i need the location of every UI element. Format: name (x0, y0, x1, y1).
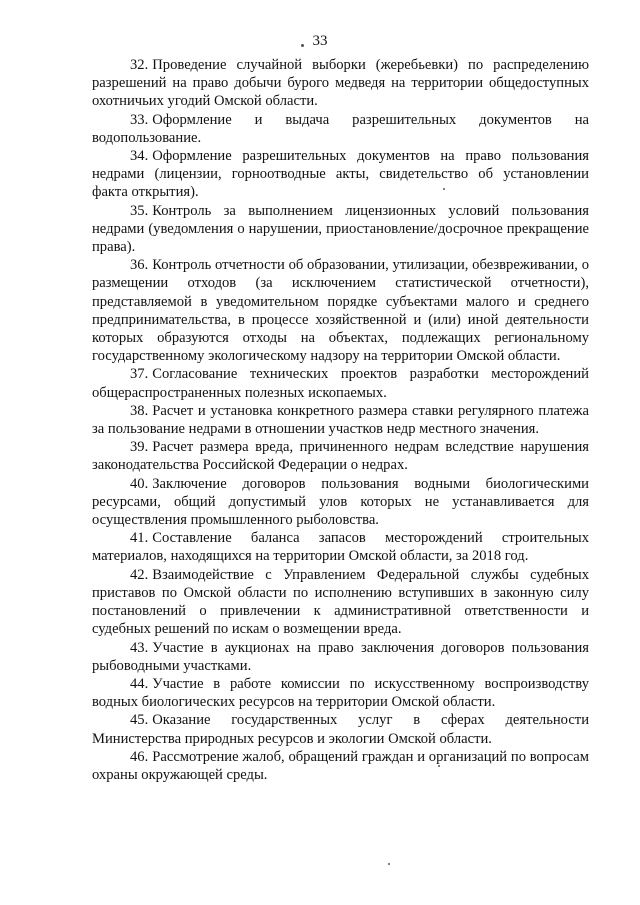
list-item (92, 748, 589, 784)
item-number: 39. (130, 439, 149, 456)
list-item (92, 256, 589, 365)
list-item (92, 365, 589, 401)
item-number: 41. (130, 530, 149, 547)
item-number: 32. (130, 57, 149, 73)
list-item (92, 147, 589, 202)
item-number: 45. (130, 712, 149, 729)
scan-speck (301, 44, 304, 47)
item-text: Составление баланса запасов месторождений строительных материалов, находящихся на территории Омской области, за 2018 год. (92, 530, 589, 565)
item-number: 40. (130, 475, 149, 492)
item-text: Участие в работе комиссии по искусственному воспроизводству водных биологических ресурсов на территории Омской области. (92, 675, 589, 711)
item-number: 34. (130, 148, 149, 165)
page-number: 33 (312, 33, 328, 49)
item-text: Контроль за выполнением лицензионных условий пользования недрами (уведомления о нарушении, приостановление/досрочное прекращение права). (92, 202, 589, 256)
list-item (92, 402, 589, 438)
list-item (92, 202, 589, 257)
item-number: 36. (130, 257, 149, 274)
item-text: Взаимодействие с Управлением Федеральной службы судебных приставов по Омской области по исполнению вступивших в законную силу постановлений о привлечении к административной ответственности и судебных решений по искам о возмещении вреда. (92, 566, 589, 638)
item-number: 44. (130, 675, 149, 692)
item-text: Заключение договоров пользования водными биологическими ресурсами, общий допустимый улов которых не устанавливается для осуществления промышленного рыболовства. (92, 475, 589, 529)
item-text: Согласование технических проектов разработки месторождений общераспространенных полезных ископаемых. (92, 366, 589, 401)
item-number: 37. (130, 366, 149, 383)
item-text: Проведение случайной выборки (жеребьевки) по распределению разрешений на право добычи бурого медведя на территории общедоступных охотничьих угодий Омской области. (92, 57, 589, 110)
item-text: Участие в аукционах на право заключения договоров пользования рыбоводными участками. (92, 639, 589, 674)
item-text: Расчет и установка конкретного размера ставки регулярного платежа за пользование недрами в отношении участков недр местного значения. (92, 402, 589, 438)
list-item (92, 639, 589, 675)
item-number: 38. (130, 402, 149, 419)
numbered-list (92, 56, 589, 784)
item-text: Оказание государственных услуг в сферах деятельности Министерства природных ресурсов и экологии Омской области. (92, 712, 589, 747)
list-item (92, 711, 589, 747)
item-text: Расчет размера вреда, причиненного недрам вследствие нарушения законодательства Российской Федерации о недрах. (92, 439, 589, 474)
item-text: Рассмотрение жалоб, обращений граждан и организаций по вопросам охраны окружающей среды. (92, 748, 589, 783)
item-number: 43. (130, 639, 149, 656)
list-item (92, 675, 589, 711)
list-item (92, 475, 589, 530)
item-text: Контроль отчетности об образовании, утилизации, обезвреживании, о размещении отходов (за исключением статистической отчетности), представляемой в уведомительном порядке субъектами малого и среднего предпринимательства, в процессе хозяйственной и (или) иной деятельности которых образуются отходы на объектах, подлежащих региональному государственному экологическому надзору на территории Омской области. (92, 257, 589, 365)
scan-speck (388, 863, 390, 865)
item-text: Оформление и выдача разрешительных документов на водопользование. (92, 111, 589, 146)
item-number: 33. (130, 111, 149, 128)
list-item (92, 566, 589, 639)
list-item (92, 56, 589, 111)
list-item (92, 529, 589, 565)
item-number: 35. (130, 202, 149, 219)
list-item (92, 438, 589, 474)
item-text: Оформление разрешительных документов на право пользования недрами (лицензии, горноотводные акты, свидетельство об установлении факта открытия). (92, 148, 589, 201)
list-item (92, 111, 589, 147)
item-number: 42. (130, 566, 149, 583)
item-number: 46. (130, 748, 149, 765)
